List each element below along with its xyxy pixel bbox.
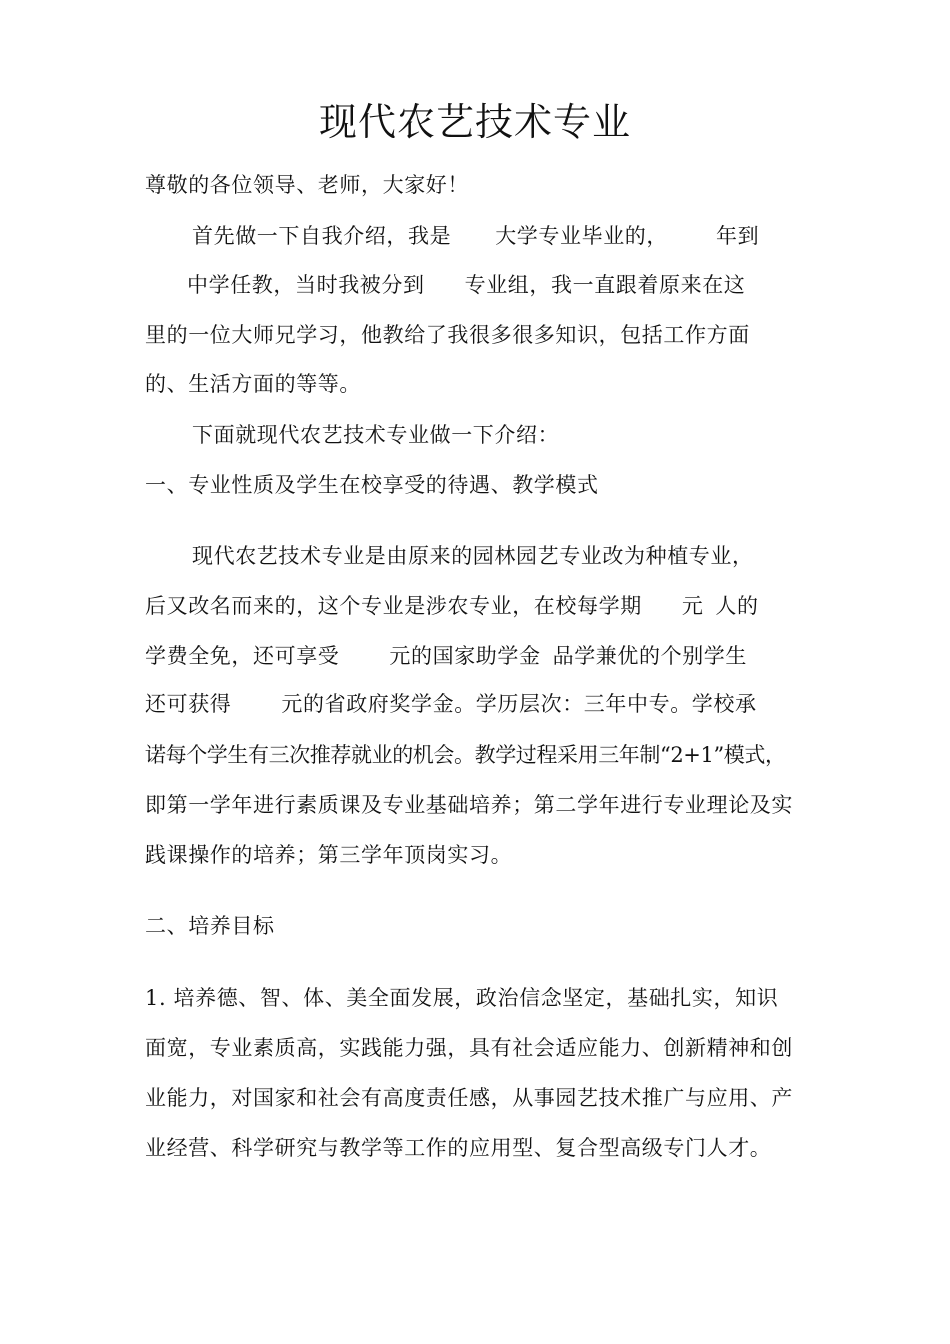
section-2-item-1-line-1: 1. 培养德、智、体、美全面发展，政治信念坚定，基础扎实，知识 xyxy=(145,986,779,1010)
section-1-line-4-part-b: 元的省政府奖学金。学历层次：三年中专。学校承 xyxy=(281,692,757,716)
section-1-line-3-part-c: 品学兼优的个别学生 xyxy=(552,644,748,668)
section-1-line-7: 践课操作的培养；第三学年顶岗实习。 xyxy=(145,843,513,867)
section-1-line-4 xyxy=(145,689,810,719)
section-1-line-3-part-a: 学费全免，还可享受 xyxy=(145,644,340,668)
greeting-line: 尊敬的各位领导、老师，大家好！ xyxy=(145,173,469,197)
section-1-line-3-part-b: 元的国家助学金 xyxy=(389,644,541,668)
intro-line-1-part-a: 首先做一下自我介绍，我是 xyxy=(192,224,452,248)
section-1-line-2-part-a: 后又改名而来的，这个专业是涉农专业，在校每学期 xyxy=(145,594,642,618)
section-1-line-2 xyxy=(145,591,810,621)
section-2-heading: 二、培养目标 xyxy=(145,914,275,938)
intro-line-2 xyxy=(145,270,810,300)
section-1-line-3 xyxy=(145,641,810,671)
intro-line-4: 的、生活方面的等等。 xyxy=(145,372,361,396)
section-1-line-4-part-a: 还可获得 xyxy=(145,692,232,716)
document-title: 现代农艺技术专业 xyxy=(318,100,631,144)
section-1-line-2-part-c: 人的 xyxy=(715,594,759,618)
section-1-line-5: 诺每个学生有三次推荐就业的机会。教学过程采用三年制“2+1”模式， xyxy=(145,743,786,767)
section-2-item-1-line-2: 面宽，专业素质高，实践能力强，具有社会适应能力、创新精神和创 xyxy=(145,1036,793,1060)
section-2-item-1-line-3: 业能力，对国家和社会有高度责任感，从事园艺技术推广与应用、产 xyxy=(145,1086,793,1110)
section-1-line-1: 现代农艺技术专业是由原来的园林园艺专业改为种植专业， xyxy=(192,544,754,568)
intro-line-3: 里的一位大师兄学习，他教给了我很多很多知识，包括工作方面 xyxy=(145,323,750,347)
section-2-item-1-line-4: 业经营、科学研究与教学等工作的应用型、复合型高级专门人才。 xyxy=(145,1136,772,1160)
section-1-line-2-part-b: 元 xyxy=(681,594,704,618)
intro-line-2-part-a: 中学任教，当时我被分到 xyxy=(187,273,425,297)
intro-line-1-part-b: 大学专业毕业的， xyxy=(495,224,669,248)
intro-line-1-part-c: 年到 xyxy=(716,224,760,248)
lead-line: 下面就现代农艺技术专业做一下介绍： xyxy=(192,423,560,447)
intro-line-2-part-b: 专业组，我一直跟着原来在这 xyxy=(464,273,746,297)
intro-line-1 xyxy=(145,221,810,251)
section-1-line-6: 即第一学年进行素质课及专业基础培养；第二学年进行专业理论及实 xyxy=(145,793,793,817)
section-1-heading: 一、专业性质及学生在校享受的待遇、教学模式 xyxy=(145,473,599,497)
